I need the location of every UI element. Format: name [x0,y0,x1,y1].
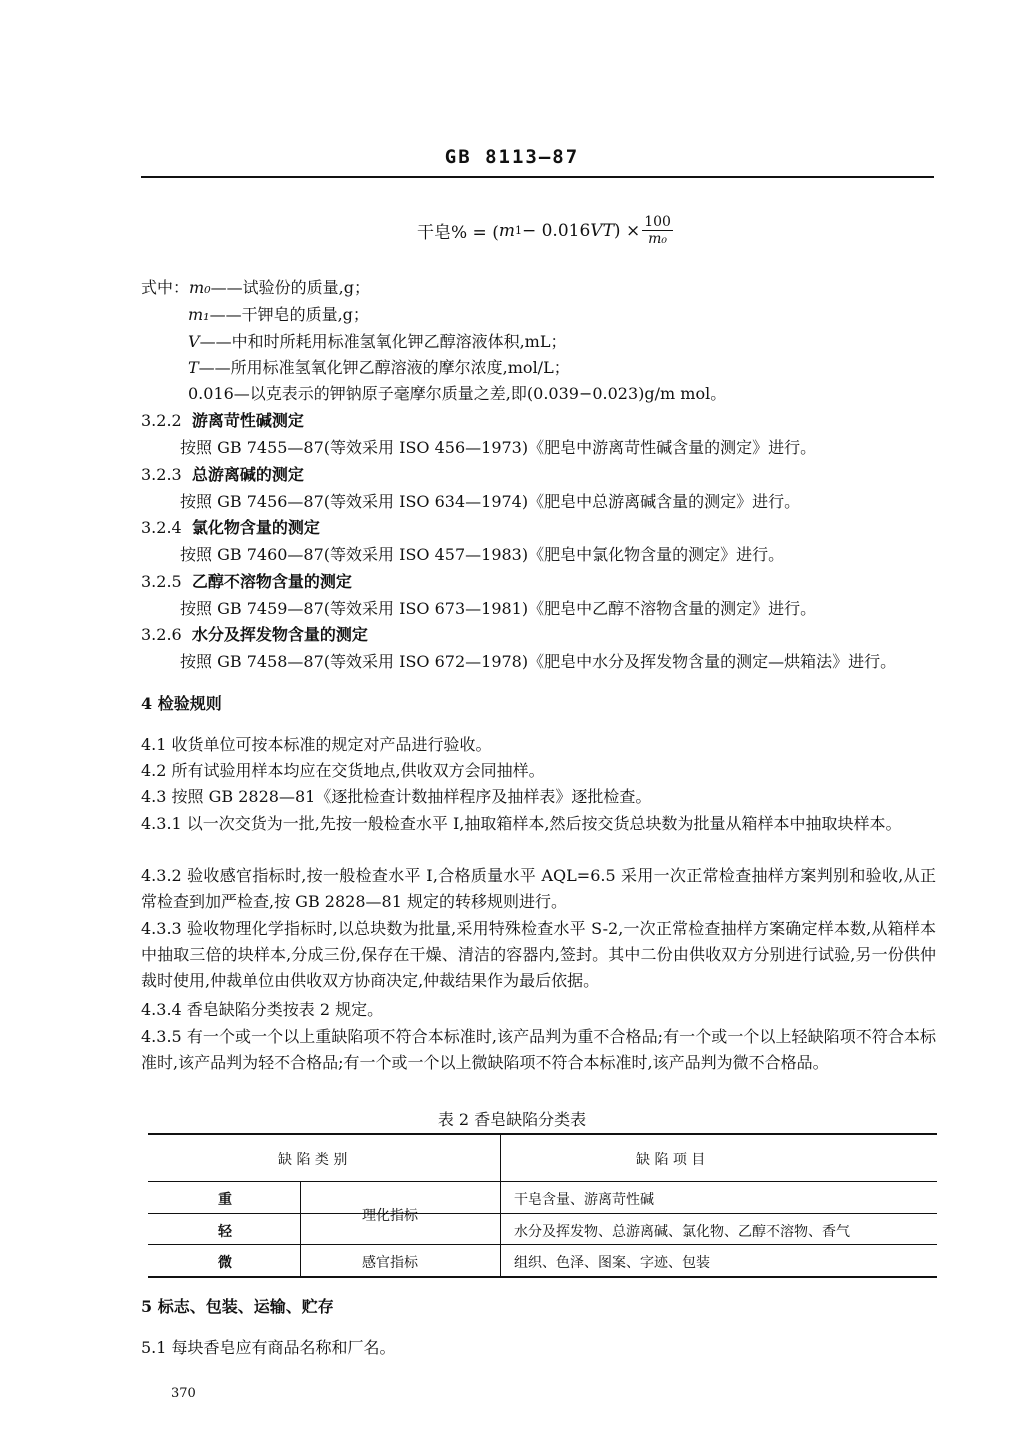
section-heading-3-2-3 [141,465,304,485]
section-body-3-2-4: 按照 GB 7460—87(等效采用 ISO 457—1983)《肥皂中氯化物含量的测定》进行。 [180,545,785,564]
standard-number-header: GB 8113—87 [444,146,580,168]
section-body-3-2-5: 按照 GB 7459—87(等效采用 ISO 673—1981)《肥皂中乙醇不溶物含量的测定》进行。 [180,599,817,618]
table-group-sensory: 感官指标 [362,1255,418,1271]
dry-soap-formula [417,214,673,247]
table-row-border [148,1213,937,1214]
formula-m1: m [498,220,515,241]
table-header-category: 缺 陷 类 别 [278,1152,348,1168]
formula-lhs: 干皂% = ( [417,223,499,243]
clause-4-3-4: 4.3.4 香皂缺陷分类按表 2 规定。 [141,1000,384,1019]
legend-symbol: V [188,332,200,351]
section-title: 氯化物含量的测定 [191,518,320,537]
page-number: 370 [171,1386,196,1401]
section-4-heading: 4 检验规则 [141,694,222,713]
legend-row-v [188,332,566,352]
section-body-3-2-2: 按照 GB 7455—87(等效采用 ISO 456—1973)《肥皂中游离苛性碱含量的测定》进行。 [180,438,817,457]
clause-4-3-2: 4.3.2 验收感官指标时,按一般检查水平 Ⅰ,合格质量水平 AQL=6.5 采用一次正常检查抽样方案判别和验收,从正常检查到加严检查,按 GB 2828—81 规定的转移规则进行。 [141,866,936,911]
legend-row-t [188,358,570,378]
legend-note: 0.016—以克表示的钾钠原子毫摩尔质量之差,即(0.039−0.023)g/m mol。 [188,384,727,403]
table-2-caption: 表 2 香皂缺陷分类表 [437,1110,587,1129]
clause-4-3-5: 4.3.5 有一个或一个以上重缺陷项不符合本标准时,该产品判为重不合格品;有一个或一个以上轻缺陷项不符合本标准时,该产品判为轻不合格品;有一个或一个以上微缺陷项不符合本标准时,该产品判为微不合格品。 [141,1027,936,1072]
fraction-numerator: 100 [644,214,671,230]
table-row-level: 微 [218,1255,232,1271]
section-5-heading: 5 标志、包装、运输、贮存 [141,1297,334,1316]
legend-text: ——所用标准氢氧化钾乙醇溶液的摩尔浓度,mol/L； [198,358,570,377]
formula-fraction [642,214,673,247]
section-number: 3.2.6 [141,625,182,644]
legend-symbol: m₀ [189,278,211,297]
table-row-items: 组织、色泽、图案、字迹、包装 [514,1255,710,1271]
table-row-items: 水分及挥发物、总游离碱、氯化物、乙醇不溶物、香气 [514,1224,850,1240]
section-number: 3.2.2 [141,411,182,430]
clause-4-2: 4.2 所有试验用样本均应在交货地点,供收双方会同抽样。 [141,761,545,780]
formula-vt: VT [590,220,614,241]
fraction-denominator: m₀ [648,231,668,247]
legend-symbol: T [188,358,199,377]
legend-row-m1 [188,305,369,325]
table-row-border [148,1244,937,1245]
legend-row-m0 [141,278,370,298]
legend-symbol: m₁ [188,305,210,324]
section-heading-3-2-4 [141,518,320,538]
section-body-3-2-3: 按照 GB 7456—87(等效采用 ISO 634—1974)《肥皂中总游离碱含量的测定》进行。 [180,492,801,511]
clause-4-3-1: 4.3.1 以一次交货为一批,先按一般检查水平 Ⅰ,抽取箱样本,然后按交货总块数为批量从箱样本中抽取块样本。 [141,814,902,833]
table-top-border [148,1133,937,1135]
legend-intro: 式中： [141,278,190,297]
section-title: 总游离碱的测定 [191,465,304,484]
section-number: 3.2.5 [141,572,182,591]
table-row-items: 干皂含量、游离苛性碱 [514,1192,654,1208]
formula-mid: − 0.016 [521,220,591,241]
formula-m1-sub: 1 [514,224,522,237]
section-heading-3-2-5 [141,572,352,592]
legend-text: ——试验份的质量,g； [210,278,370,297]
section-title: 乙醇不溶物含量的测定 [191,572,352,591]
table-row-level: 重 [218,1192,232,1208]
table-group-chemical: 理化指标 [362,1208,418,1224]
table-header-items: 缺 陷 项 目 [636,1152,706,1168]
header-rule [141,176,934,178]
table-header-border [148,1181,937,1182]
section-number: 3.2.4 [141,518,182,537]
section-heading-3-2-6 [141,625,368,645]
clause-4-1: 4.1 收货单位可按本标准的规定对产品进行验收。 [141,735,492,754]
legend-text: ——中和时所耗用标准氢氧化钾乙醇溶液体积,mL； [199,332,567,351]
clause-4-3-3: 4.3.3 验收物理化学指标时,以总块数为批量,采用特殊检查水平 S-2,一次正常检查抽样方案确定样本数,从箱样本中抽取三倍的块样本,分成三份,保存在干燥、清洁的容器内,签封。其中二份由供收双方分别进行试验,另一份供仲裁时使用,仲裁单位由供收双方协商决定,仲裁结果作为最后依据。 [141,919,936,990]
section-number: 3.2.3 [141,465,182,484]
table-row-level: 轻 [218,1224,232,1240]
section-title: 游离苛性碱测定 [191,411,304,430]
section-heading-3-2-2 [141,411,304,431]
table-bottom-border [148,1276,937,1278]
table-column-divider [300,1181,301,1276]
section-title: 水分及挥发物含量的测定 [191,625,368,644]
legend-text: ——干钾皂的质量,g； [209,305,369,324]
clause-5-1: 5.1 每块香皂应有商品名称和厂名。 [141,1338,396,1357]
table-column-divider [500,1133,501,1278]
section-body-3-2-6: 按照 GB 7458—87(等效采用 ISO 672—1978)《肥皂中水分及挥发物含量的测定—烘箱法》进行。 [180,652,897,671]
clause-4-3: 4.3 按照 GB 2828—81《逐批检查计数抽样程序及抽样表》逐批检查。 [141,787,652,806]
formula-rhs: ) × [613,220,641,241]
